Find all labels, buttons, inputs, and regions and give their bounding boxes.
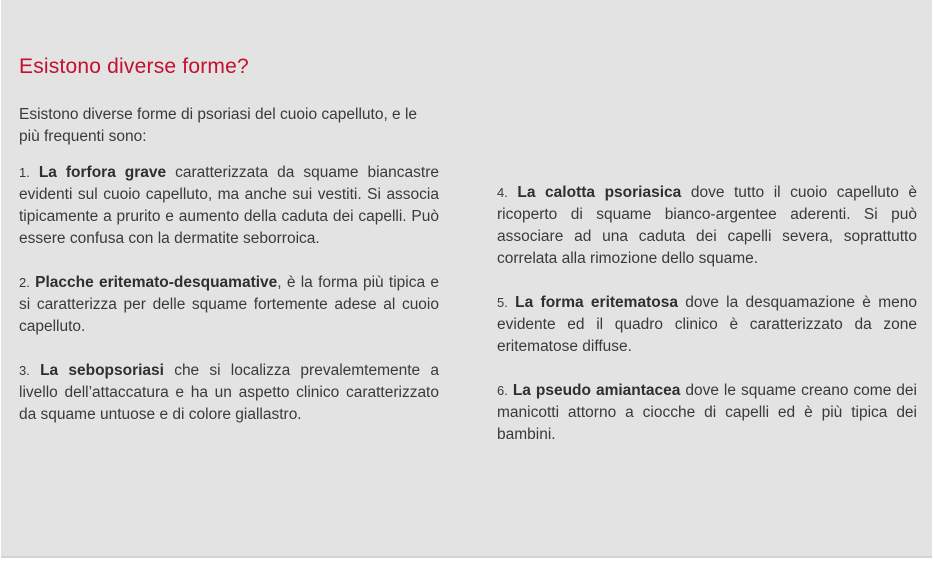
item-number: 1.	[19, 165, 30, 180]
item-text: caratterizzata da squame biancastre evidenti sul cuoio capelluto, ma anche sui vestiti. Si associa tipicamente a prurito e aumento della caduta dei capelli. Può essere confusa con la dermatite seborroica.	[19, 164, 439, 247]
content-panel	[1, 0, 932, 558]
item-heading: La forma eritematosa	[515, 294, 678, 311]
item-number: 6.	[497, 383, 508, 398]
item-heading: Placche eritemato-desquamative	[35, 274, 278, 291]
list-item	[497, 380, 917, 446]
right-column	[497, 182, 917, 468]
left-column	[19, 162, 439, 448]
list-item	[19, 272, 439, 338]
item-text: che si localizza prevalemtemente a livello dell’attaccatura e ha un aspetto clinico caratterizzato da squame untuose e di colore giallastro.	[19, 362, 440, 423]
item-text: dove le squame creano come dei manicotti attorno a ciocche di capelli ed è più tipica dei bambini.	[497, 382, 917, 443]
item-heading: La sebopsoriasi	[40, 362, 164, 379]
item-heading: La pseudo amiantacea	[512, 382, 681, 399]
intro-text: Esistono diverse forme di psoriasi del cuoio capelluto, e le più frequenti sono:	[19, 106, 418, 145]
item-number: 4.	[497, 185, 508, 200]
item-text: dove tutto il cuoio capelluto è ricoperto di squame bianco-argentee aderenti. Si può associare ad una caduta dei capelli severa, soprattutto correlata alla rimozione dello squame.	[497, 184, 918, 267]
item-heading: La calotta psoriasica	[517, 184, 682, 201]
item-text: dove la desquamazione è meno evidente ed il quadro clinico è caratterizzato da zone eritematose diffuse.	[497, 294, 918, 355]
list-item	[497, 292, 917, 358]
item-text: , è la forma più tipica e si caratterizza per delle squame fortemente adese al cuoio capelluto.	[19, 274, 439, 335]
list-item	[497, 182, 917, 270]
list-item	[19, 162, 439, 250]
item-heading: La forfora grave	[38, 164, 167, 181]
list-item	[19, 360, 439, 426]
item-number: 3.	[19, 363, 30, 378]
section-title: Esistono diverse forme?	[19, 55, 249, 78]
item-number: 5.	[497, 295, 508, 310]
item-number: 2.	[19, 275, 30, 290]
